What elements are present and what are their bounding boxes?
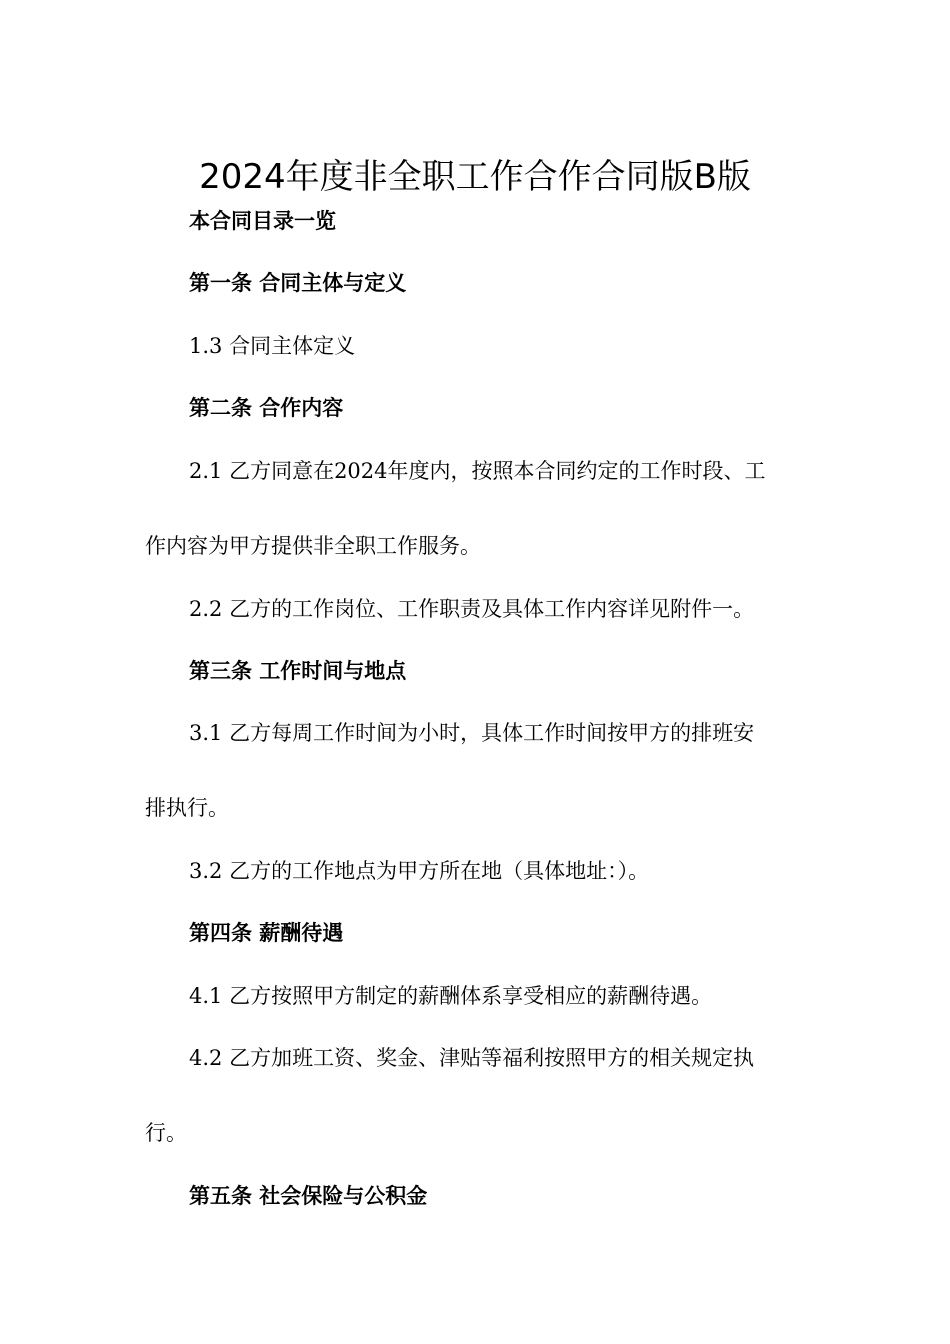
clause-3-1-line-2: 排执行。 xyxy=(145,796,229,820)
article-3-heading: 第三条 工作时间与地点 xyxy=(189,659,407,683)
article-5-heading: 第五条 社会保险与公积金 xyxy=(189,1184,428,1208)
clause-4-2-line-2: 行。 xyxy=(145,1121,187,1145)
clause-2-1-line-1: 2.1 乙方同意在2024年度内，按照本合同约定的工作时段、工 xyxy=(189,459,766,483)
article-2-heading: 第二条 合作内容 xyxy=(189,396,344,420)
clause-2-2: 2.2 乙方的工作岗位、工作职责及具体工作内容详见附件一。 xyxy=(189,597,755,621)
clause-4-2-line-1: 4.2 乙方加班工资、奖金、津贴等福利按照甲方的相关规定执 xyxy=(189,1046,755,1070)
document-title: 2024年度非全职工作合作合同版B版 xyxy=(199,156,751,197)
article-4-heading: 第四条 薪酬待遇 xyxy=(189,921,344,945)
clause-3-2: 3.2 乙方的工作地点为甲方所在地（具体地址：）。 xyxy=(189,859,650,883)
clause-1-3: 1.3 合同主体定义 xyxy=(189,334,356,358)
toc-heading: 本合同目录一览 xyxy=(189,209,336,233)
clause-3-1-line-1: 3.1 乙方每周工作时间为小时，具体工作时间按甲方的排班安 xyxy=(189,721,755,745)
clause-2-1-line-2: 作内容为甲方提供非全职工作服务。 xyxy=(145,534,481,558)
clause-4-1: 4.1 乙方按照甲方制定的薪酬体系享受相应的薪酬待遇。 xyxy=(189,984,713,1008)
article-1-heading: 第一条 合同主体与定义 xyxy=(189,271,407,295)
